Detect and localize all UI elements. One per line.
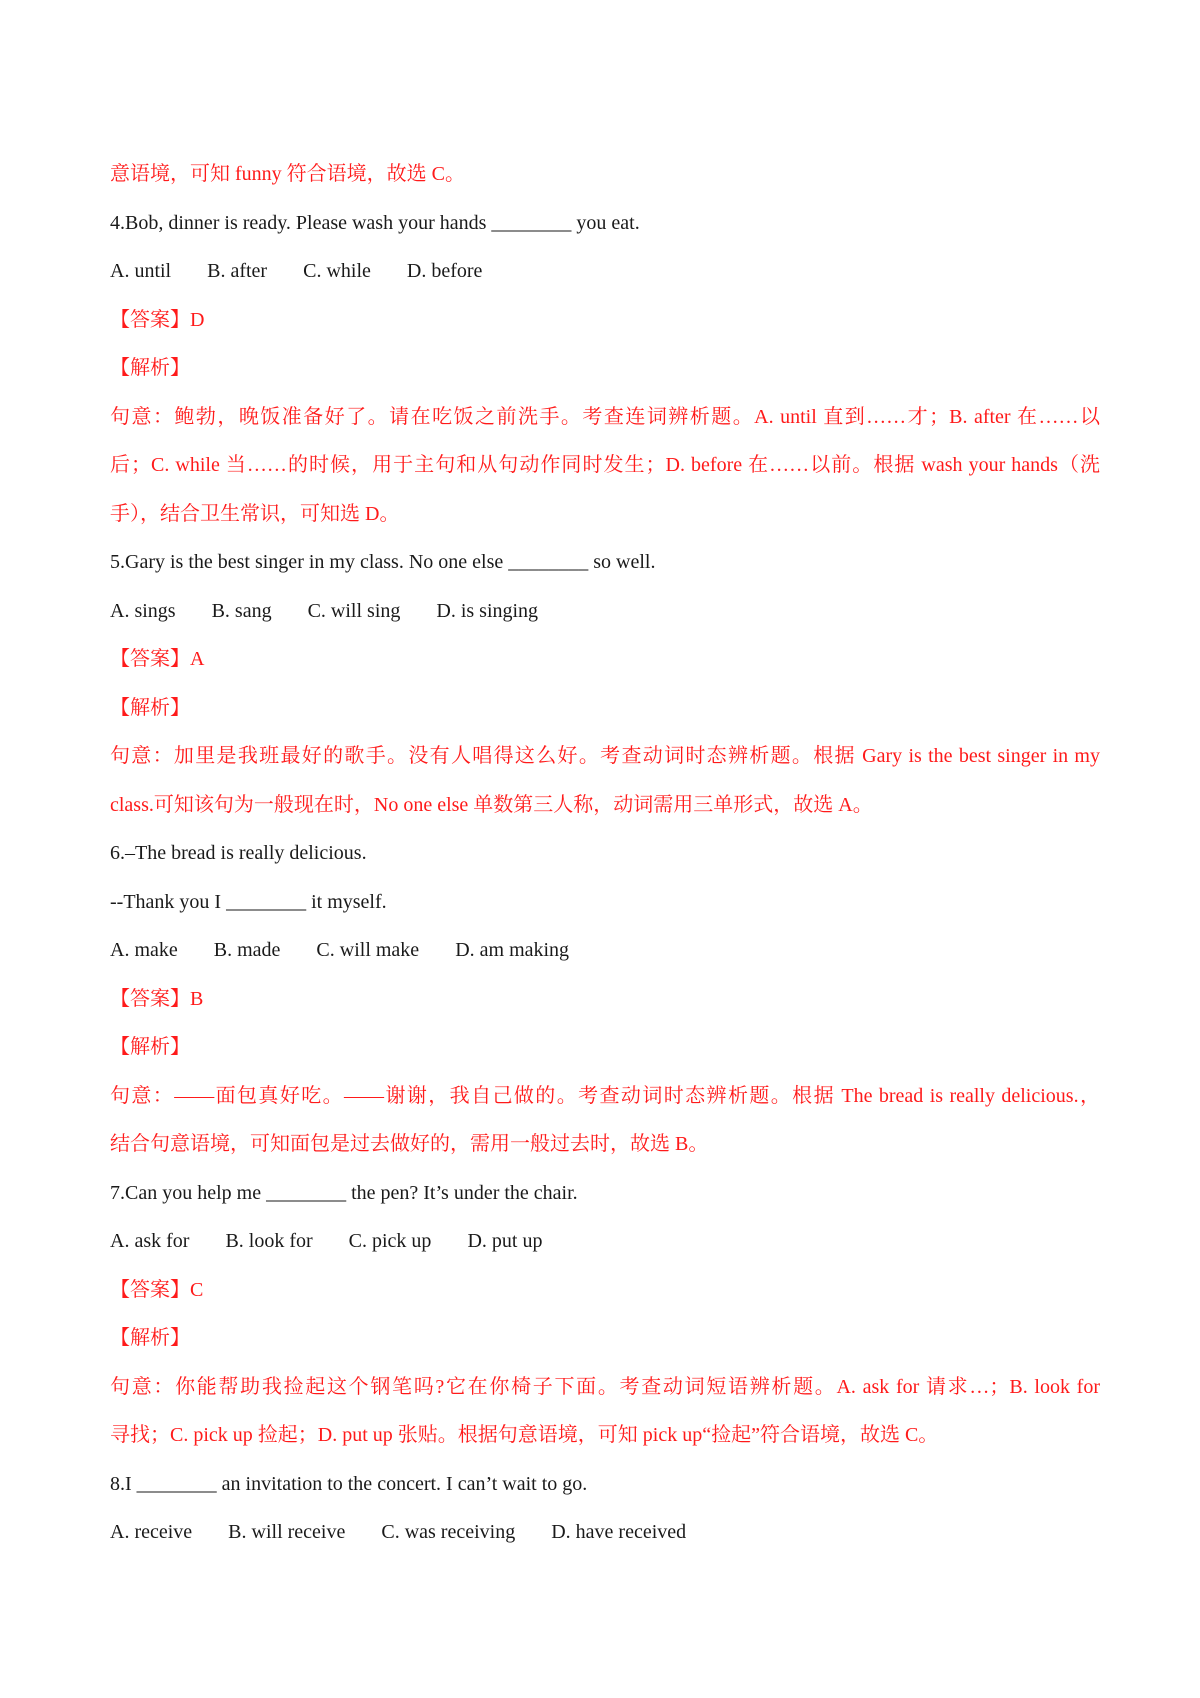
option-b: B. look for (225, 1230, 313, 1252)
question-5-stem: 5.Gary is the best singer in my class. No one else ________ so well. (110, 551, 656, 573)
answer-label: 【答案】 (110, 987, 190, 1010)
answer-value: C (190, 1278, 204, 1301)
explanation-line: class.可知该句为一般现在时，No one else 单数第三人称，动词需用三单形式，故选 A。 (110, 793, 873, 816)
option-a: A. until (110, 260, 172, 282)
answer-value: D (190, 308, 205, 331)
option-a: A. make (110, 939, 178, 961)
option-d: D. before (406, 260, 483, 282)
question-7-stem: 7.Can you help me ________ the pen? It’s under the chair. (110, 1181, 578, 1204)
option-d: D. is singing (436, 599, 539, 622)
intro-explanation: 意语境，可知 funny 符合语境，故选 C。 (110, 163, 465, 185)
question-6-stem: 6.–The bread is really delicious. (110, 842, 367, 864)
question-7-options (110, 1217, 1100, 1266)
question-7-analysis-label: 【解析】 (110, 1327, 190, 1349)
option-c: C. was receiving (381, 1521, 516, 1543)
option-c: C. will sing (307, 599, 401, 622)
answer-label: 【答案】 (110, 308, 190, 331)
option-c: C. pick up (348, 1230, 432, 1252)
question-5-analysis-label: 【解析】 (110, 696, 190, 719)
answer-label: 【答案】 (110, 648, 190, 670)
question-7-answer (110, 1266, 1100, 1315)
answer-value: B (190, 987, 204, 1010)
explanation-line: 句意：——面包真好吃。——谢谢，我自己做的。考查动词时态辨析题。根据 The bread is really delicious.， (110, 1084, 1100, 1107)
question-5-answer (110, 635, 1100, 684)
question-4-analysis-label: 【解析】 (110, 357, 190, 379)
explanation-line: 后；C. while 当……的时候，用于主句和从句动作同时发生；D. before 在……以前。根据 wash your hands（洗 (110, 454, 1100, 476)
explanation-line: 句意：鲍勃，晚饭准备好了。请在吃饭之前洗手。考查连词辨析题。A. until 直到……才；B. after 在……以 (110, 405, 1100, 428)
option-b: B. sang (211, 599, 272, 622)
option-c: C. will make (316, 939, 420, 961)
answer-label: 【答案】 (110, 1278, 190, 1301)
document-page (110, 150, 1100, 1557)
question-6-stem-reply: --Thank you I ________ it myself. (110, 890, 387, 913)
option-d: D. am making (455, 939, 570, 961)
question-8-options (110, 1508, 1100, 1557)
answer-value: A (190, 648, 205, 670)
option-d: D. have received (551, 1521, 687, 1543)
option-a: A. ask for (110, 1230, 190, 1252)
explanation-line: 句意：加里是我班最好的歌手。没有人唱得这么好。考查动词时态辨析题。根据 Gary is the best singer in my (110, 745, 1100, 767)
question-5-options (110, 587, 1100, 636)
option-d: D. put up (467, 1230, 543, 1252)
explanation-line: 寻找；C. pick up 捡起；D. put up 张贴。根据句意语境，可知 pick up“捡起”符合语境，故选 C。 (110, 1424, 939, 1446)
explanation-line: 手），结合卫生常识，可知选 D。 (110, 502, 400, 525)
explanation-line: 结合句意语境，可知面包是过去做好的，需用一般过去时，故选 B。 (110, 1133, 709, 1155)
question-8-stem: 8.I ________ an invitation to the concert. I can’t wait to go. (110, 1472, 588, 1495)
question-4-options (110, 247, 1100, 296)
question-4-answer (110, 296, 1100, 345)
option-b: B. will receive (228, 1521, 346, 1543)
option-a: A. receive (110, 1521, 193, 1543)
question-6-options (110, 926, 1100, 975)
option-b: B. after (207, 260, 268, 282)
explanation-line: 句意：你能帮助我捡起这个钢笔吗?它在你椅子下面。考查动词短语辨析题。A. ask for 请求…；B. look for (110, 1375, 1100, 1398)
option-c: C. while (303, 260, 371, 282)
question-6-answer (110, 975, 1100, 1024)
option-b: B. made (213, 939, 281, 961)
option-a: A. sings (110, 599, 176, 622)
question-4-stem: 4.Bob, dinner is ready. Please wash your hands ________ you eat. (110, 211, 640, 234)
question-6-analysis-label: 【解析】 (110, 1036, 190, 1058)
